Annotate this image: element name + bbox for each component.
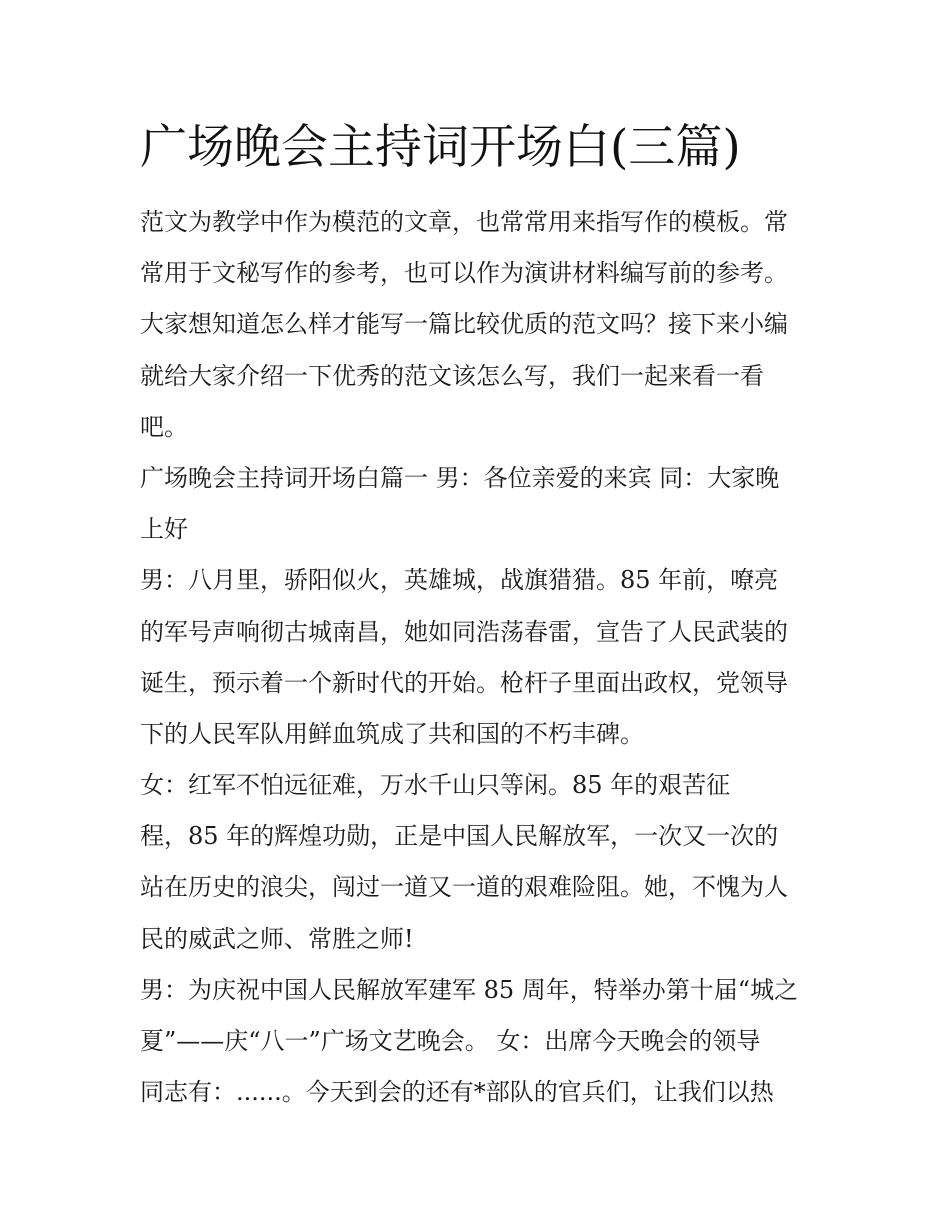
document-title: 广场晚会主持词开场白(三篇): [140, 120, 741, 175]
document-body: [140, 197, 816, 1118]
body-line: 站在历史的浪尖，闯过一道又一道的艰难险阻。她，不愧为人: [140, 873, 788, 902]
body-line: 女：红军不怕远征难，万水千山只等闲。85 年的艰苦征: [140, 771, 731, 800]
body-line: 诞生，预示着一个新时代的开始。枪杆子里面出政权，党领导: [140, 668, 788, 697]
body-line: 程，85 年的辉煌功勋，正是中国人民解放军，一次又一次的: [140, 822, 779, 851]
body-line: 上好: [140, 515, 188, 544]
body-line: 常用于文秘写作的参考，也可以作为演讲材料编写前的参考。: [140, 259, 788, 288]
body-line: 的军号声响彻古城南昌，她如同浩荡春雷，宣告了人民武装的: [140, 617, 788, 646]
body-line: 下的人民军队用鲜血筑成了共和国的不朽丰碑。: [140, 719, 644, 748]
body-line: 民的威武之师、常胜之师!: [140, 924, 414, 953]
body-line: 男：八月里，骄阳似火，英雄城，战旗猎猎。85 年前，嘹亮: [140, 566, 779, 595]
body-line: 夏”——庆“八一”广场文艺晚会。 女：出席今天晚会的领导: [140, 1027, 761, 1055]
body-line: 男：为庆祝中国人民解放军建军 85 周年，特举办第十届“城之: [140, 975, 799, 1004]
body-line: 范文为教学中作为模范的文章，也常常用来指写作的模板。常: [140, 208, 788, 236]
body-line: 同志有：......。今天到会的还有*部队的官兵们，让我们以热: [140, 1078, 774, 1107]
body-line: 吧。: [140, 412, 188, 441]
body-line: 广场晚会主持词开场白篇一 男：各位亲爱的来宾 同：大家晚: [140, 463, 780, 492]
body-line: 就给大家介绍一下优秀的范文该怎么写，我们一起来看一看: [140, 361, 764, 390]
body-line: 大家想知道怎么样才能写一篇比较优质的范文吗？接下来小编: [140, 310, 788, 339]
